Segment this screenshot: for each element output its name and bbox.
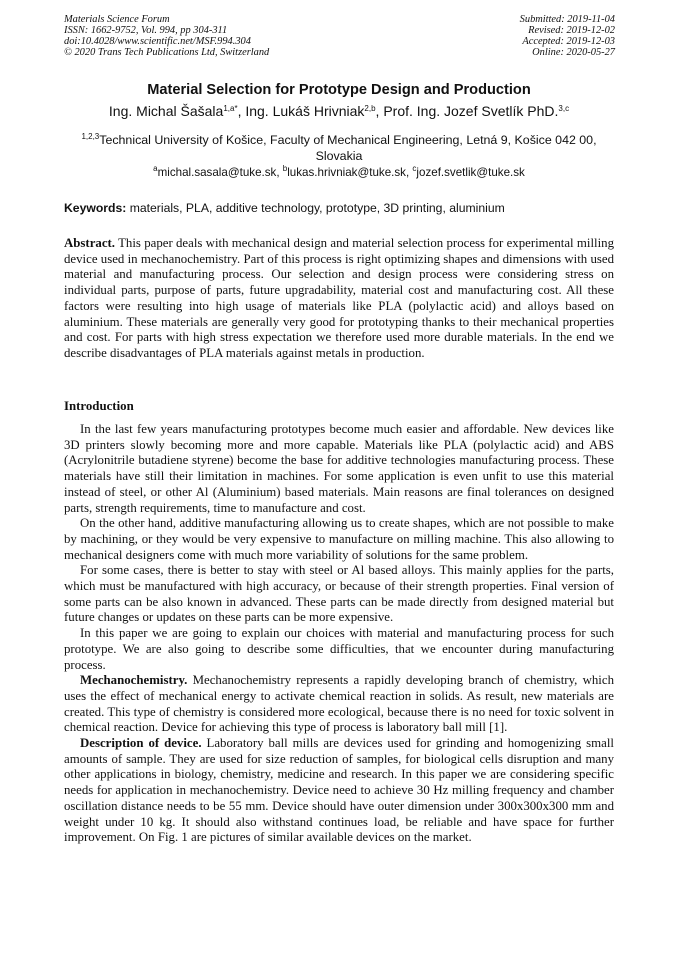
journal-issn: ISSN: 1662-9752, Vol. 994, pp 304-311 bbox=[64, 25, 228, 36]
journal-name: Materials Science Forum bbox=[64, 14, 170, 25]
affiliation-marker: 1,2,3 bbox=[81, 132, 100, 141]
email-address[interactable]: michal.sasala@tuke.sk bbox=[157, 166, 277, 179]
author-emails: $^a$michal.sasala@tuke.sk, $^b$lukas.hrivniak@tuke.sk, $^c$jozef.svetlik@tuke.sk bbox=[153, 164, 525, 179]
paragraph-text: In this paper we are going to explain our choices with material and manufacturing process for such prototype. We are also going to describe some difficulties, that we encounter during manufacturing process. bbox=[64, 626, 614, 672]
submission-dates bbox=[520, 14, 615, 58]
paragraph-text: For some cases, there is better to stay with steel or Al based alloys. This mainly applies for the parts, which must be manufactured with high accuracy, or because of their strength properties. Final version of some parts can be also known in advanced. These parts can be made directly from designed material but future changes or updates on these parts can be more expensive. bbox=[64, 563, 614, 625]
author-name: Prof. Ing. Jozef Svetlík PhD. bbox=[383, 103, 559, 119]
paragraph bbox=[64, 626, 614, 673]
author-name: Ing. Lukáš Hrivniak bbox=[245, 103, 365, 119]
abstract bbox=[64, 236, 614, 362]
affiliation bbox=[64, 132, 614, 164]
paragraph-text: In the last few years manufacturing prototypes become much easier and affordable. New devices like 3D printers slowly becoming more and more capable. Materials like PLA (polylactic acid) and ABS (Acrylonitrile butadiene styrene) become the base for additive technologies manufacturing process. These materials have still their limitation in machines. For some application is even unfit to use this material instead of steel, or other Al (Aluminium) based materials. Main reasons are final tolerances on designed parts, strength requirements, time to manufacture and cost. bbox=[64, 422, 614, 515]
paragraph-text: Laboratory ball mills are devices used for grinding and homogenizing small amounts of sample. They are used for size reduction of samples, for biological cells disruption and many other applications in biology, chemistry, medicine and research. In this paper we are considering specific needs for application in mechanochemistry. Device need to achieve 30 Hz milling frequency and chamber oscillation distance needs to be 55 mm. Device should have outer dimension under 300x300x300 mm and weight under 10 kg. It should also withstand continues load, be reliable and have space for further improvement. On Fig. 1 are pictures of similar available devices on the market. bbox=[64, 736, 614, 845]
paragraph-text: On the other hand, additive manufacturing allowing us to create shapes, which are not possible to make by machining, or they would be very expensive to manufacture on milling machine. This also allowing to mechanical designers come with much more variability of solutions for the same problem. bbox=[64, 516, 614, 562]
paragraph bbox=[64, 422, 614, 516]
email-marker: c bbox=[412, 164, 417, 173]
affiliation-text: Technical University of Košice, Faculty of Mechanical Engineering, Letná 9, Košice 042 00, Slovakia bbox=[99, 133, 597, 163]
keywords-text: materials, PLA, additive technology, prototype, 3D printing, aluminium bbox=[129, 201, 505, 215]
date-accepted: Accepted: 2019-12-03 bbox=[522, 36, 615, 47]
keywords-label: Keywords: bbox=[64, 201, 127, 215]
author-affiliation-marker: 3,c bbox=[558, 104, 570, 113]
author-affiliation-marker: 1,a* bbox=[223, 104, 238, 113]
email-address[interactable]: jozef.svetlik@tuke.sk bbox=[416, 166, 525, 179]
abstract-label: Abstract. bbox=[64, 236, 116, 250]
date-submitted: Submitted: 2019-11-04 bbox=[519, 14, 615, 25]
paragraph bbox=[64, 563, 614, 626]
paragraph-lead-description-of-device: Description of device. bbox=[80, 736, 202, 751]
journal-copyright: © 2020 Trans Tech Publications Ltd, Switzerland bbox=[64, 47, 270, 58]
date-online: Online: 2020-05-27 bbox=[532, 47, 615, 58]
email-marker: a bbox=[153, 164, 158, 173]
author-name: Ing. Michal Šašala bbox=[108, 103, 224, 119]
keywords bbox=[64, 201, 624, 215]
paragraph-text: Mechanochemistry represents a rapidly developing branch of chemistry, which uses the effect of mechanical energy to activate chemical reaction in solids. As result, new materials are created. This type of chemistry is considered more ecological, because there is no need for toxic solvent in chemical reaction. Device for achieving this type of process is laboratory ball mill [1]. bbox=[64, 673, 614, 735]
journal-doi: doi:10.4028/www.scientific.net/MSF.994.304 bbox=[64, 36, 251, 47]
section-heading-introduction: Introduction bbox=[64, 399, 134, 413]
author-list: Ing. Michal Šašala$^{1,a*}$, Ing. Lukáš Hrivniak$^{2,b}$, Prof. Ing. Jozef Svetlík PhD.$^{3,c}$ bbox=[108, 103, 570, 119]
email-marker: b bbox=[282, 164, 288, 173]
journal-info bbox=[64, 14, 269, 58]
paragraph bbox=[64, 673, 614, 736]
paper-title: Material Selection for Prototype Design and Production bbox=[147, 82, 531, 98]
author-affiliation-marker: 2,b bbox=[364, 104, 376, 113]
abstract-text: This paper deals with mechanical design and material selection process for experimental milling device used in mechanochemistry. Part of this process is right optimizing shapes and dimensions with used material and manufacturing process. Our selection and design process were considering stress on individual parts, purpose of parts, future upgradability, material cost and manufacturing cost. All these factors were resulting into high usage of materials like PLA (polylactic acid) and alloys based on aluminium. These materials are generally very good for prototyping thanks to their mechanical properties and cost. For parts with high stress expectation we therefore used more durable materials. In the end we describe disadvantages of PLA materials against metals in production. bbox=[64, 236, 615, 360]
date-revised: Revised: 2019-12-02 bbox=[528, 25, 615, 36]
paragraph bbox=[64, 736, 614, 846]
paragraph-lead-mechanochemistry: Mechanochemistry. bbox=[80, 673, 188, 688]
paragraph bbox=[64, 516, 614, 563]
email-address[interactable]: lukas.hrivniak@tuke.sk bbox=[287, 166, 406, 179]
introduction-body bbox=[64, 422, 614, 846]
